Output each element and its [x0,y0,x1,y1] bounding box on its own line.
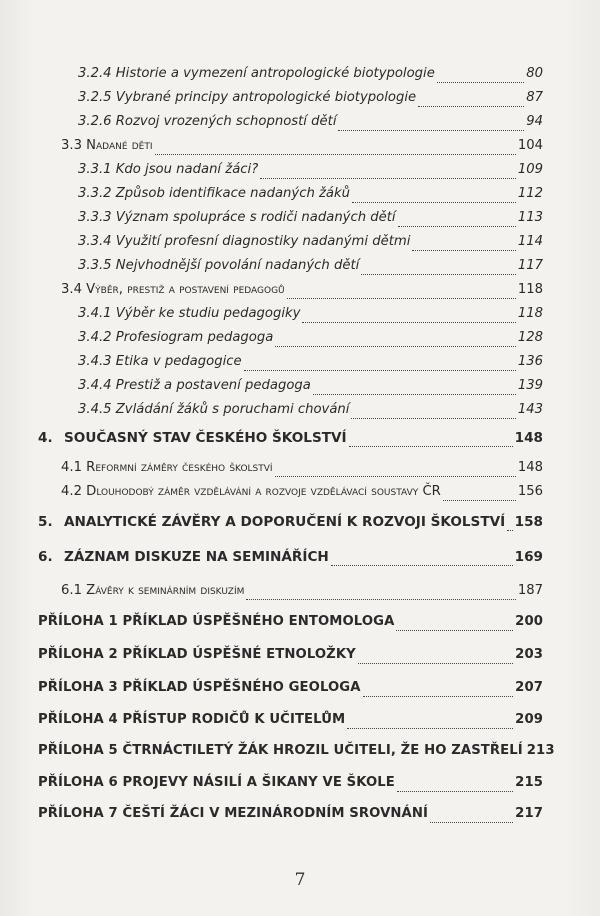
toc-entry-title: 3.3.4 Využití profesní diagnostiky nadanými dětmi [78,234,411,249]
toc-entry [78,66,543,88]
toc-entry-title: 3.4.4 Prestiž a postavení pedagoga [78,378,311,393]
toc-page-number: 187 [517,583,543,598]
dot-leader [246,599,515,600]
toc-entry [78,234,543,256]
dot-leader [443,500,516,501]
toc-page-number: 203 [515,647,543,662]
toc-entry-title: PŘÍLOHA 2 PŘÍKLAD ÚSPĚŠNÉ ETNOLOŽKY [38,647,356,662]
toc-entry [78,90,543,112]
chapter-number: 4. [38,430,53,446]
toc-entry-title: 3.3.2 Způsob identifikace nadaných žáků [78,186,350,201]
toc-entry [38,647,543,669]
dot-leader [275,476,516,477]
toc-entry [78,114,543,136]
dot-leader [358,663,513,664]
toc-entry-title: 3.2.6 Rozvoj vrozených schopností dětí [78,114,337,129]
toc-entry-title: 3.3.5 Nejvhodnější povolání nadaných dětí [78,258,360,273]
chapter-number: 5. [38,514,53,530]
toc-page-number: 143 [517,402,543,417]
toc-page-number: 213 [526,743,555,758]
toc-page-number: 118 [517,306,543,321]
toc-entry-title: 3.4.3 Etika v pedagogice [78,354,242,369]
dot-leader [352,202,516,203]
dot-leader [338,130,524,131]
page-number: 7 [294,870,306,890]
toc-entry-title: PŘÍLOHA 3 PŘÍKLAD ÚSPĚŠNÉHO GEOLOGA [38,680,361,695]
toc-entry-title [38,549,329,565]
dot-leader [287,298,516,299]
toc-entry-title: 3.4.1 Výběr ke studiu pedagogiky [78,306,301,321]
dot-leader [302,322,515,323]
toc-entry [61,460,543,482]
dot-leader [396,630,513,631]
dot-leader [260,178,516,179]
toc-entry [61,282,543,304]
toc-entry-title: 4.1 Reformní záměry českého školství [61,460,273,475]
chapter-title: ZÁZNAM DISKUZE NA SEMINÁŘÍCH [64,549,329,565]
toc-entry [78,306,543,328]
toc-entry [78,354,543,376]
chapter-title: SOUČASNÝ STAV ČESKÉHO ŠKOLSTVÍ [64,430,347,446]
dot-leader [412,250,515,251]
toc-entry-title: 3.2.5 Vybrané principy antropologické biotypologie [78,90,417,105]
toc-entry [78,210,543,232]
toc-entry-title: PŘÍLOHA 5 ČTRNÁCTILETÝ ŽÁK HROZIL UČITELI, ŽE HO ZASTŘELÍ [38,743,523,758]
toc-page-number: 117 [517,258,543,273]
dot-leader [331,565,513,566]
toc-entry [78,378,543,400]
toc-page-number: 156 [517,484,543,499]
toc-entry [78,402,543,424]
toc-entry-title: PŘÍLOHA 6 PROJEVY NÁSILÍ A ŠIKANY VE ŠKOLE [38,775,395,790]
toc-entry-title: 3.3 Nadané děti [61,138,153,153]
dot-leader [418,106,524,107]
toc-entry [61,138,543,160]
toc-entry [38,775,543,797]
toc-entry [78,258,543,280]
toc-page-number: 215 [515,775,543,790]
chapter-number: 6. [38,549,53,565]
toc-entry-title: PŘÍLOHA 7 ČEŠTÍ ŽÁCI V MEZINÁRODNÍM SROVNÁNÍ [38,806,429,821]
toc-entry [38,430,543,452]
toc-page-number: 128 [517,330,543,345]
dot-leader [244,370,516,371]
dot-leader [347,728,513,729]
toc-entry-title: 3.3.3 Význam spolupráce s rodiči nadaných dětí [78,210,396,225]
dot-leader [507,530,512,531]
toc-page-number: 87 [526,90,543,105]
toc-entry-title: 3.4 Výběr, prestiž a postavení pedagogů [61,282,285,297]
toc-entry [38,806,543,828]
toc-entry [61,484,543,506]
toc-page-number: 217 [515,806,543,821]
toc-entry [38,614,543,636]
toc-page-number: 169 [514,549,543,565]
toc-entry [38,743,555,765]
dot-leader [398,226,516,227]
toc-entry [61,583,543,605]
toc-page-number: 207 [515,680,543,695]
toc-page-number: 109 [517,162,543,177]
toc-page-number: 139 [517,378,543,393]
toc-page-number: 94 [526,114,543,129]
toc-entry-title: 3.3.1 Kdo jsou nadaní žáci? [78,162,259,177]
toc-entry [78,330,543,352]
toc-entry-title: 4.2 Dlouhodobý záměr vzdělávání a rozvoje vzdělávací soustavy ČR [61,484,441,499]
toc-entry [38,514,543,536]
toc-page-number: 158 [514,514,543,530]
chapter-title: ANALYTICKÉ ZÁVĚRY A DOPORUČENÍ K ROZVOJI ŠKOLSTVÍ [64,514,506,530]
toc-entry [78,162,543,184]
toc-entry [38,680,543,702]
toc-entry-title: PŘÍLOHA 4 PŘÍSTUP RODIČŮ K UČITELŮM [38,712,346,727]
dot-leader [430,822,513,823]
toc-page-number: 200 [515,614,543,629]
dot-leader [349,446,513,447]
toc-entry-title: 3.4.2 Profesiogram pedagoga [78,330,274,345]
toc-page-number: 113 [517,210,543,225]
dot-leader [361,274,516,275]
toc-page-number: 80 [526,66,543,81]
toc-page-number: 114 [517,234,543,249]
toc-entry-title: 6.1 Závěry k seminárním diskuzím [61,583,245,598]
toc-entry-title: 3.4.5 Zvládání žáků s poruchami chování [78,402,350,417]
dot-leader [397,791,513,792]
toc-entry-title: PŘÍLOHA 1 PŘÍKLAD ÚSPĚŠNÉHO ENTOMOLOGA [38,614,395,629]
toc-page-number: 118 [517,282,543,297]
toc-page-number: 136 [517,354,543,369]
toc-page-number: 104 [517,138,543,153]
toc-page-number: 148 [514,430,543,446]
dot-leader [313,394,516,395]
dot-leader [155,154,516,155]
toc-entry-title: 3.2.4 Historie a vymezení antropologické biotypologie [78,66,435,81]
dot-leader [351,418,515,419]
toc-entry [78,186,543,208]
toc-entry [38,712,543,734]
toc-page-number: 209 [515,712,543,727]
dot-leader [275,346,516,347]
toc-page-number: 148 [517,460,543,475]
dot-leader [437,82,524,83]
toc-entry [38,549,543,571]
toc-page-number: 112 [517,186,543,201]
toc-entry-title [38,430,347,446]
dot-leader [363,696,514,697]
toc-entry-title [38,514,505,530]
